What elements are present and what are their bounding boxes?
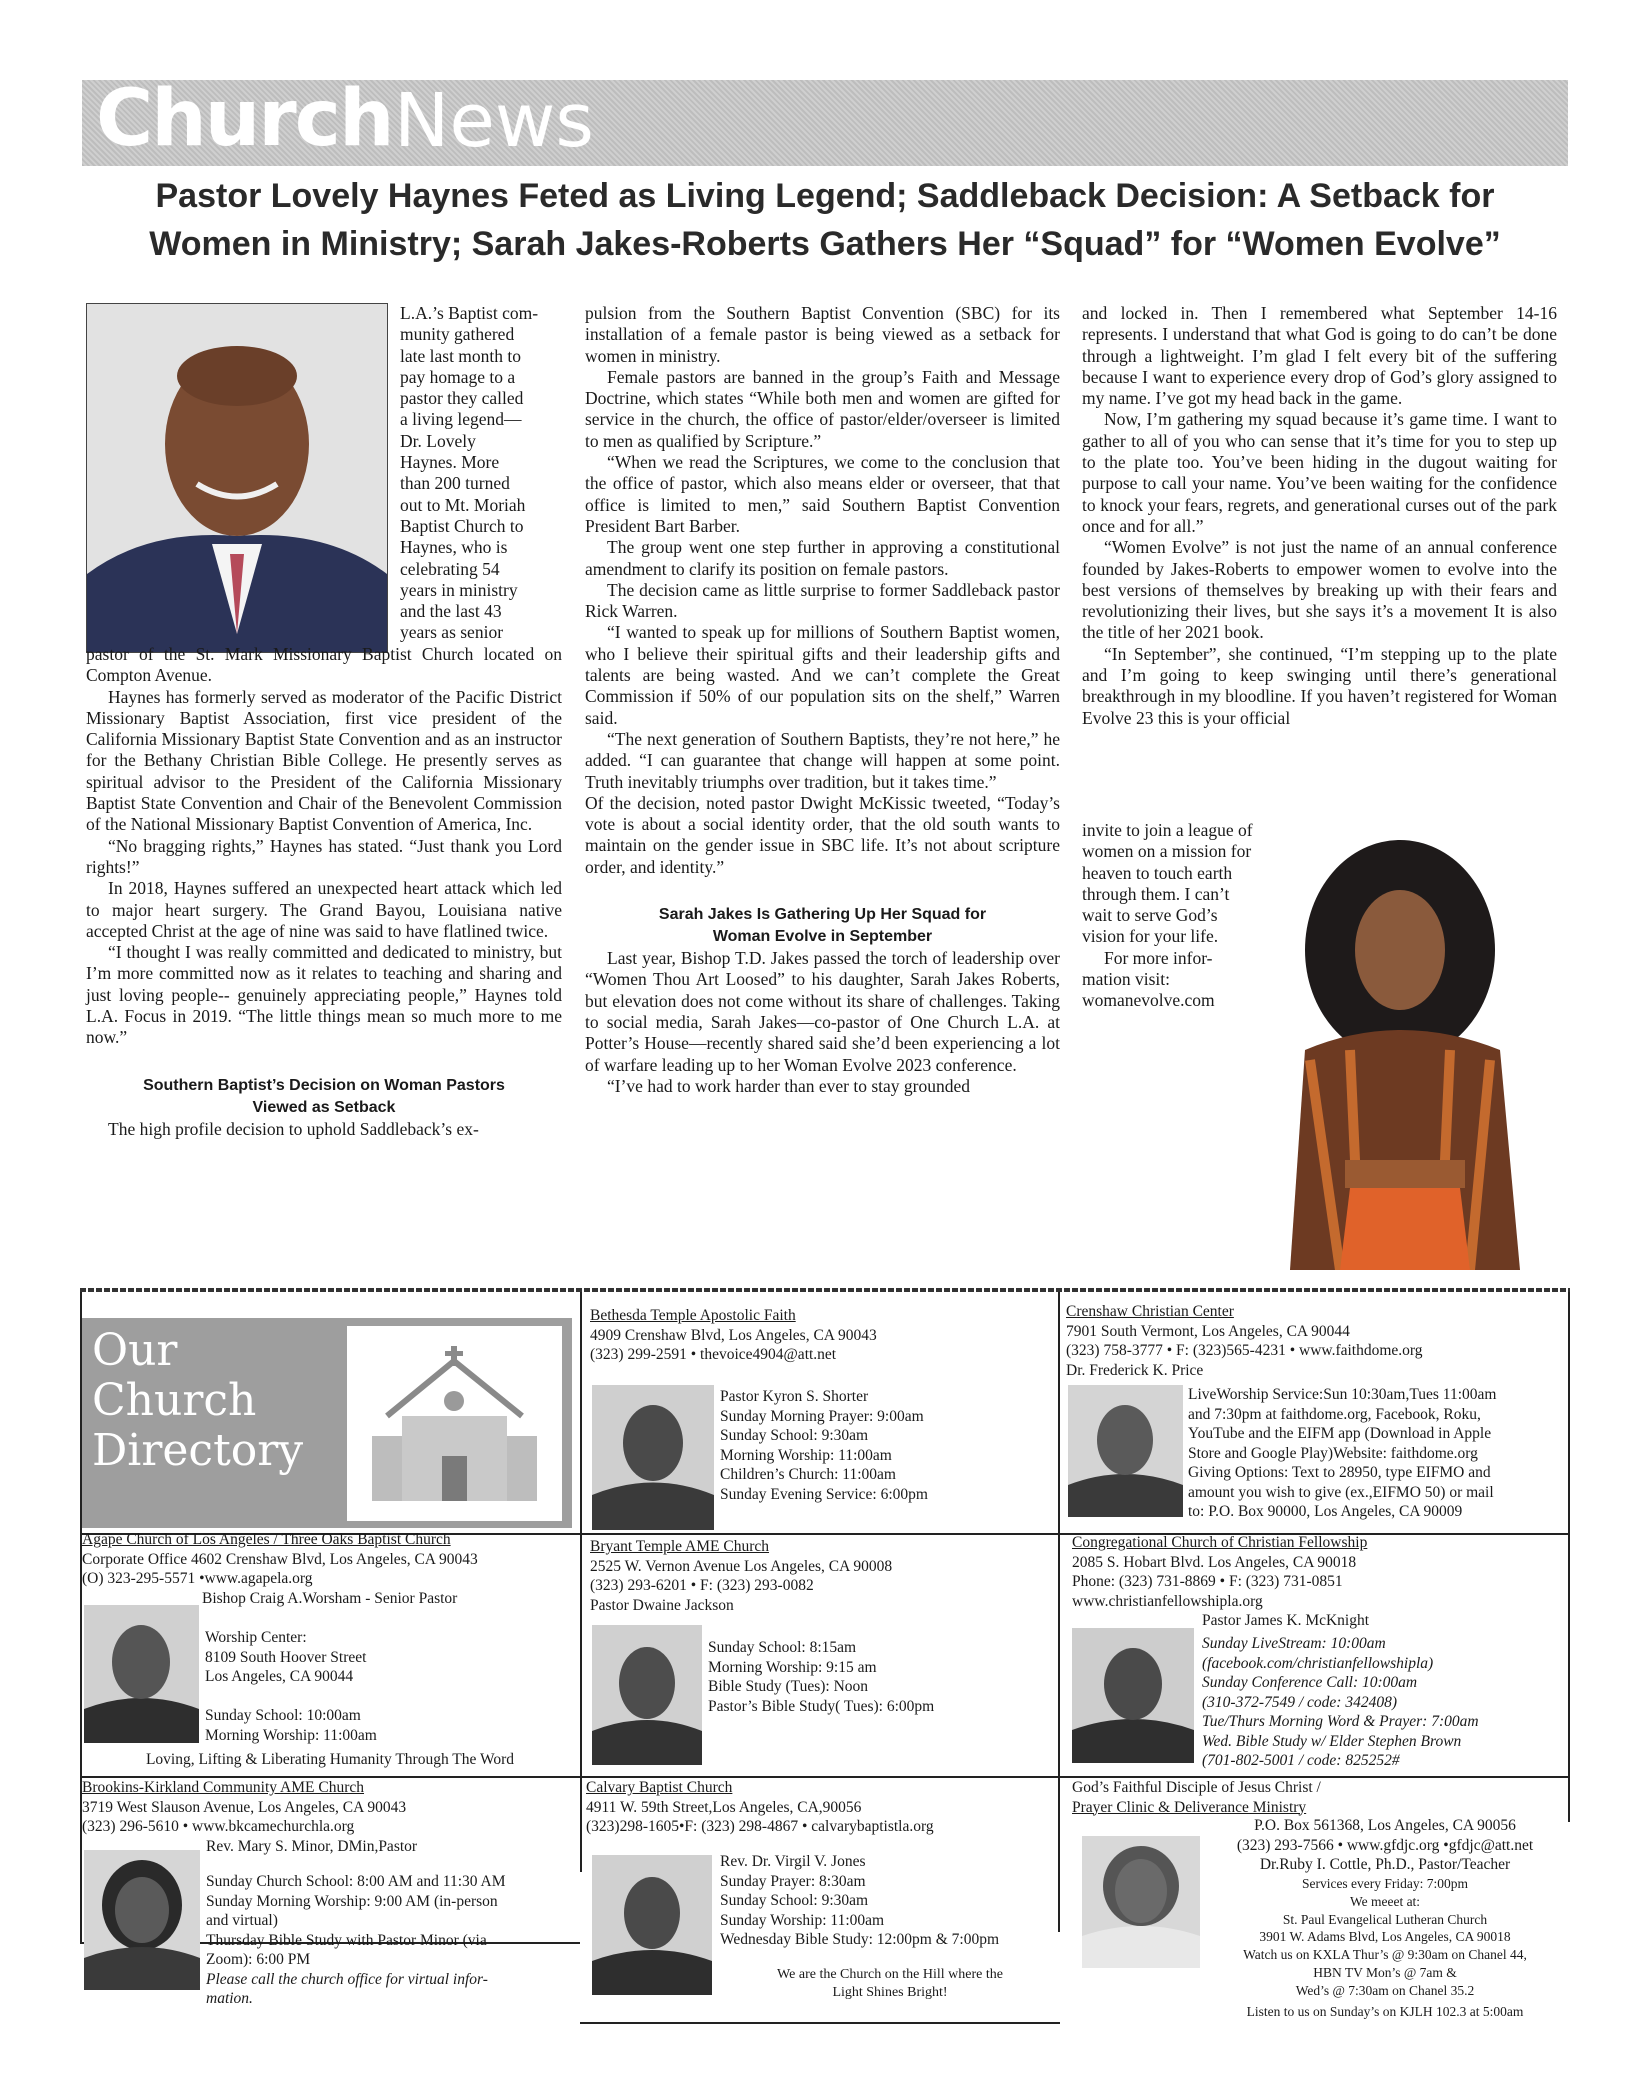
- paragraph: Female pastors are banned in the group’s Faith and Message Doctrine, which states “While both men and women are gifted for service in the church, the office of pastor/elder/overseer is limited to men as qualified by Scripture.”: [585, 366, 1060, 451]
- paragraph: “I thought I was really committed and dedicated to ministry, but I’m more committed now as it relates to teaching and sharing and just loving people-- genuinely appreciating people,” Haynes told L.A. Focus in 2019. “The little things mean so much more to me now.”: [86, 942, 562, 1048]
- subheading-line: Sarah Jakes Is Gathering Up Her Squad for: [658, 906, 987, 924]
- more-info: For more infor-: [1104, 947, 1213, 968]
- wrap-line: heaven to touch earth: [1082, 862, 1233, 883]
- paragraph: Now, I’m gathering my squad because it’s game time. I want to gather to all of you who can sense that it’s time for you to step up to the plate too. You’ve been hiding in the dugout waiting for purpose to call your name. You’ve been waiting for the confidence to knock your fears, regrets, and generational curses out of the park once and for all.”: [1082, 409, 1557, 536]
- woman-portrait-icon: [1250, 830, 1560, 1270]
- directory-top-rule: [80, 1288, 1570, 1292]
- paragraph: The high profile decision to uphold Saddleback’s ex-: [108, 1118, 479, 1139]
- paragraph: Haynes has formerly served as moderator of the Pacific District Missionary Baptist Association, first vice president of the California Missionary Baptist State Convention and as an instructor for the Bethany Christian Bible College. He presently serves as spiritual advisor to the President of the California Missionary Baptist State Convention and Chair of the Benevolent Commission of the National Missionary Baptist Convention of America, Inc.: [86, 686, 562, 835]
- church-pastor: Bishop Craig A.Worsham - Senior Pastor: [202, 1589, 458, 1607]
- column-2-body: [585, 303, 1060, 1097]
- person-portrait-icon: [592, 1625, 702, 1765]
- church-phone: (323) 293-6201 • F: (323) 293-0082: [590, 1577, 814, 1594]
- church-phone: (O) 323-295-5571 •www.agapela.org: [82, 1570, 313, 1587]
- mcknight-photo: [1072, 1628, 1194, 1763]
- directory-title-box: [82, 1318, 572, 1528]
- paragraph: The decision came as little surprise to former Saddleback pastor Rick Warren.: [585, 579, 1060, 622]
- masthead-news: News: [394, 78, 594, 164]
- more-info: mation visit:: [1082, 969, 1170, 990]
- jones-photo: [592, 1855, 712, 1995]
- church-building-icon: [347, 1326, 562, 1521]
- shorter-photo: [592, 1385, 714, 1530]
- detail-line: (323) 293-7566 • www.gfdjc.org •gfdjc@att.net: [1236, 1836, 1534, 1854]
- masthead-banner: [82, 74, 1568, 166]
- schedule-line: Sunday LiveStream: 10:00am: [1202, 1635, 1386, 1652]
- jackson-photo: [592, 1625, 702, 1765]
- paragraph: and locked in. Then I remembered what September 14-16 represents. I understand that what God is going to do can’t be done through a lightweight. I’m glad I felt every bit of the suffering because I want to experience every drop of God’s glory assigned to my name. I’ve got my head back in the game.: [1082, 303, 1557, 409]
- schedule-line: Morning Worship: 9:15 am: [708, 1658, 877, 1676]
- listing-bryant: [590, 1537, 1050, 1615]
- gods-faithful-radio: Listen to us on Sunday’s on KJLH 102.3 at 5:00am: [1246, 2004, 1524, 2019]
- detail-line: We meeet at:: [1349, 1893, 1421, 1909]
- schedule-line: Sunday School: 9:30am: [720, 1427, 869, 1444]
- wrap-line: Baptist Church to: [400, 515, 524, 536]
- schedule-line: Pastor Kyron S. Shorter: [720, 1388, 869, 1405]
- wrap-line: wait to serve God’s: [1082, 905, 1218, 926]
- listing-calvary: [586, 1778, 1056, 1837]
- schedule-line: Worship Center:: [205, 1629, 307, 1646]
- schedule-line: Sunday Morning Worship: 9:00 AM (in-person: [206, 1892, 498, 1910]
- paragraph: In 2018, Haynes suffered an unexpected heart attack which led to major heart surgery. The Grand Bayou, Louisiana native accepted Christ at the age of nine was said to have flatlined twice.: [86, 878, 562, 941]
- schedule-line: Morning Worship: 11:00am: [720, 1446, 892, 1464]
- schedule-line: Sunday Conference Call: 10:00am: [1202, 1674, 1418, 1691]
- paragraph: “When we read the Scriptures, we come to the conclusion that the office of pastor, which also means elder or overseer, that that office is limited to men,” said Southern Baptist Convention President Bart Barber.: [585, 452, 1060, 536]
- schedule-line: Wed. Bible Study w/ Elder Stephen Brown: [1202, 1732, 1462, 1750]
- crenshaw-schedule: [1188, 1385, 1568, 1522]
- church-name: Prayer Clinic & Deliverance Ministry: [1072, 1798, 1307, 1816]
- person-portrait-icon: [1068, 1385, 1183, 1517]
- detail-line: Wed’s @ 7:30am on Chanel 35.2: [1295, 1982, 1475, 1998]
- gods-faithful-details: [1200, 1816, 1570, 1875]
- schedule-line: Sunday Church School: 8:00 AM and 11:30 AM: [206, 1873, 506, 1890]
- detail-line: Watch us on KXLA Thur’s @ 9:30am on Chanel 44,: [1243, 1947, 1527, 1963]
- wrap-line: Dr. Lovely: [400, 430, 476, 451]
- schedule-line: (701-802-5001 / code: 825252#: [1202, 1752, 1400, 1769]
- haynes-photo: [86, 303, 388, 653]
- schedule-line: and 7:30pm at faithdome.org, Facebook, Roku,: [1188, 1405, 1481, 1423]
- church-name: Brookins-Kirkland Community AME Church: [82, 1779, 365, 1796]
- detail-line: HBN TV Mon’s @ 7am &: [1313, 1964, 1457, 1980]
- church-name: Agape Church of Los Angeles / Three Oaks Baptist Church: [82, 1531, 451, 1548]
- detail-line: Services every Friday: 7:00pm: [1301, 1876, 1469, 1891]
- column-1-body: [86, 644, 562, 1140]
- schedule-line: amount you wish to give (ex.,EIFMO 50) or mail: [1188, 1483, 1494, 1501]
- paragraph: “I’ve had to work harder than ever to stay grounded: [607, 1075, 970, 1096]
- schedule-line: Sunday School: 9:30am: [720, 1892, 869, 1909]
- worsham-photo: [84, 1605, 199, 1743]
- schedule-line: Sunday School: 8:15am: [708, 1639, 857, 1656]
- detail-line: 3901 W. Adams Blvd, Los Angeles, CA 90018: [1259, 1929, 1511, 1945]
- headline-line-2: Women in Ministry; Sarah Jakes-Roberts Gathers Her “Squad” for “Women Evolve”: [149, 225, 1501, 263]
- wrap-line: years as senior: [400, 622, 504, 643]
- subheading-line: Viewed as Setback: [252, 1098, 396, 1116]
- person-portrait-icon: [1072, 1628, 1194, 1763]
- person-portrait-icon: [84, 1850, 200, 1990]
- paragraph: The group went one step further in approving a constitutional amendment to clarify its position on female pastors.: [585, 537, 1060, 579]
- schedule-line: Sunday Morning Prayer: 9:00am: [720, 1407, 924, 1425]
- schedule-line: Thursday Bible Study with Pastor Minor (via: [206, 1931, 487, 1949]
- schedule-line: Tue/Thurs Morning Word & Prayer: 7:00am: [1202, 1713, 1479, 1730]
- church-phone: (323)298-1605•F: (323) 298-4867 • calvarybaptistla.org: [586, 1818, 934, 1835]
- wrap-line: out to Mt. Moriah: [400, 494, 526, 515]
- more-info-link: womanevolve.com: [1082, 990, 1215, 1011]
- church-name: Bryant Temple AME Church: [590, 1538, 770, 1555]
- directory-title: [92, 1326, 303, 1476]
- schedule-line: Morning Worship: 11:00am: [205, 1726, 377, 1744]
- church-address: 2525 W. Vernon Avenue Los Angeles, CA 90008: [590, 1557, 893, 1575]
- directory-bottom-rule: [580, 2022, 1060, 2024]
- masthead-church: Church: [96, 74, 393, 164]
- subheading-line: Woman Evolve in September: [712, 928, 933, 946]
- church-address: Corporate Office 4602 Crenshaw Blvd, Los Angeles, CA 90043: [82, 1550, 478, 1568]
- directory-right-rule: [1568, 1292, 1570, 1822]
- schedule-line: Pastor’s Bible Study( Tues): 6:00pm: [708, 1697, 935, 1715]
- listing-brookins: [82, 1778, 578, 1856]
- congregational-schedule: [1202, 1634, 1567, 1771]
- wrap-line: women on a mission for: [1082, 841, 1252, 862]
- paragraph: pastor of the St. Mark Missionary Baptist Church located on Compton Avenue.: [86, 644, 562, 686]
- wrap-line: than 200 turned: [400, 473, 510, 494]
- schedule-line: 8109 South Hoover Street: [205, 1648, 367, 1666]
- wrap-line: through them. I can’t: [1082, 883, 1230, 904]
- schedule-line: [205, 1687, 575, 1707]
- paragraph: “I wanted to speak up for millions of Southern Baptist women, who I believe their spiritual gifts and their leadership gifts and talents are being wasted. And we can’t complete the Great Commission if 50% of our population sits on the shelf,” Warren said.: [585, 622, 1060, 728]
- brookins-schedule: [206, 1872, 578, 2009]
- page-headline: [120, 172, 1530, 268]
- paragraph: Of the decision, noted pastor Dwight McKissic tweeted, “Today’s vote is about a social identity order, that the old south wants to maintain on the gender issue in SBC life. It’s not about scripture order, and identity.”: [585, 792, 1060, 877]
- wrap-line: pay homage to a: [400, 366, 516, 387]
- note-line: mation.: [206, 1990, 253, 2007]
- column-1-wrap: [400, 303, 562, 644]
- church-address: 2085 S. Hobart Blvd. Los Angeles, CA 90018: [1072, 1553, 1357, 1571]
- church-pastor: Pastor James K. McKnight: [1202, 1612, 1370, 1629]
- subheading: [86, 1075, 562, 1119]
- church-name: Congregational Church of Christian Fellowship: [1072, 1534, 1368, 1551]
- schedule-line: Children’s Church: 11:00am: [720, 1466, 896, 1483]
- schedule-line: Zoom): 6:00 PM: [206, 1951, 311, 1968]
- bryant-schedule: [708, 1638, 1053, 1716]
- directory-col-rule-1: [580, 1292, 582, 1872]
- person-portrait-icon: [87, 304, 387, 652]
- paragraph: “No bragging rights,” Haynes has stated. “Just thank you Lord rights!”: [86, 835, 562, 877]
- schedule-line: Giving Options: Text to 28950, type EIFMO and: [1188, 1464, 1491, 1481]
- cottle-photo: [1082, 1836, 1200, 1968]
- schedule-line: Sunday Worship: 11:00am: [720, 1911, 885, 1929]
- paragraph: “Women Evolve” is not just the name of an annual conference founded by Jakes-Roberts to empower women to evolve into the best versions of themselves by breaking up with their fears and revolutionizing their lives, but she says it’s a movement It is also the title of her 2021 book.: [1082, 537, 1557, 643]
- paragraph: pulsion from the Southern Baptist Convention (SBC) for its installation of a female pastor is being viewed as a setback for women in ministry.: [585, 303, 1060, 366]
- church-phone: (323) 758-3777 • F: (323)565-4231 • www.faithdome.org: [1066, 1342, 1423, 1359]
- wrap-line: munity gathered: [400, 324, 515, 345]
- schedule-line: Los Angeles, CA 90044: [205, 1668, 354, 1685]
- person-portrait-icon: [592, 1385, 714, 1530]
- column-3-body: [1082, 303, 1557, 729]
- wrap-line: Haynes, who is: [400, 537, 508, 558]
- bethesda-schedule: [720, 1387, 1050, 1504]
- church-address: 7901 South Vermont, Los Angeles, CA 90044: [1066, 1322, 1350, 1340]
- church-pastor: Rev. Mary S. Minor, DMin,Pastor: [206, 1837, 418, 1855]
- directory-title-line: Directory: [92, 1425, 304, 1476]
- detail-line: St. Paul Evangelical Lutheran Church: [1282, 1911, 1488, 1927]
- detail-line: P.O. Box 561368, Los Angeles, CA 90056: [1254, 1817, 1516, 1834]
- person-portrait-icon: [84, 1605, 199, 1743]
- schedule-line: (310-372-7549 / code: 342408): [1202, 1693, 1397, 1711]
- wrap-line: L.A.’s Baptist com-: [400, 303, 539, 323]
- church-address: 4911 W. 59th Street,Los Angeles, CA,90056: [586, 1798, 862, 1816]
- calvary-schedule: [720, 1852, 1060, 1950]
- schedule-line: Sunday School: 10:00am: [205, 1707, 361, 1724]
- church-phone: Phone: (323) 731-8869 • F: (323) 731-0851: [1072, 1573, 1343, 1590]
- wrap-line: vision for your life.: [1082, 926, 1219, 947]
- church-phone: (323) 296-5610 • www.bkcamechurchla.org: [82, 1818, 355, 1835]
- agape-tagline: Loving, Lifting & Liberating Humanity Through The Word: [145, 1751, 515, 1768]
- directory-title-line: Our: [92, 1325, 178, 1376]
- schedule-line: to: P.O. Box 90000, Los Angeles, CA 90009: [1188, 1503, 1463, 1520]
- church-pastor: Pastor Dwaine Jackson: [590, 1596, 734, 1614]
- listing-gods-faithful: [1072, 1778, 1566, 1817]
- note-line: Please call the church office for virtual infor-: [206, 1970, 488, 1988]
- church-phone: (323) 299-2591 • thevoice4904@att.net: [590, 1346, 837, 1363]
- paragraph: “The next generation of Southern Baptists, they’re not here,” he added. “I can guarantee that change will happen at some point. Truth inevitably triumphs over tradition, but it takes time.”: [585, 728, 1060, 792]
- schedule-line: Rev. Dr. Virgil V. Jones: [720, 1853, 866, 1870]
- subheading: [585, 904, 1060, 948]
- schedule-line: YouTube and the EIFM app (Download in Apple: [1188, 1425, 1492, 1442]
- jakes-photo: [1250, 830, 1560, 1270]
- church-website: www.christianfellowshipla.org: [1072, 1592, 1263, 1610]
- church-name: Bethesda Temple Apostolic Faith: [590, 1307, 796, 1324]
- church-name: Calvary Baptist Church: [586, 1779, 733, 1796]
- listing-congregational: [1072, 1533, 1566, 1631]
- price-photo: [1068, 1385, 1183, 1517]
- schedule-line: Wednesday Bible Study: 12:00pm & 7:00pm: [720, 1931, 1000, 1948]
- schedule-line: Store and Google Play)Website: faithdome.org: [1188, 1444, 1478, 1462]
- paragraph: Last year, Bishop T.D. Jakes passed the torch of leadership over “Women Thou Art Loosed” to his daughter, Sarah Jakes Roberts, but elevation does not come without its share of challenges. Taking to social media, Sarah Jakes—co-pastor of One Church L.A. at Potter’s House—recently shared said she’d been experiencing a lot of warfare leading up to her Woman Evolve 2023 conference.: [585, 948, 1060, 1075]
- tagline-line: Light Shines Bright!: [832, 1985, 948, 2000]
- minor-photo: [84, 1850, 200, 1990]
- agape-schedule: [205, 1628, 575, 1745]
- wrap-line: Haynes. More: [400, 452, 500, 473]
- headline-line-1: Pastor Lovely Haynes Feted as Living Legend; Saddleback Decision: A Setback for: [155, 177, 1495, 215]
- wrap-line: late last month to: [400, 345, 522, 366]
- wrap-line: pastor they called: [400, 388, 524, 409]
- church-pastor: Dr. Frederick K. Price: [1066, 1361, 1204, 1379]
- detail-line: Dr.Ruby I. Cottle, Ph.D., Pastor/Teacher: [1259, 1856, 1511, 1873]
- schedule-line: Sunday Prayer: 8:30am: [720, 1872, 866, 1890]
- schedule-line: and virtual): [206, 1912, 278, 1929]
- wrap-line: and the last 43: [400, 601, 502, 622]
- calvary-tagline: [720, 1966, 1060, 2002]
- schedule-line: (facebook.com/christianfellowshipla): [1202, 1654, 1434, 1672]
- wrap-line: invite to join a league of: [1082, 820, 1253, 840]
- person-portrait-icon: [1082, 1836, 1200, 1968]
- church-address: 4909 Crenshaw Blvd, Los Angeles, CA 90043: [590, 1326, 877, 1344]
- listing-crenshaw: [1066, 1302, 1566, 1380]
- directory-title-line: Church: [92, 1375, 257, 1426]
- paragraph: “In September”, she continued, “I’m stepping up to the plate and I’m going to keep swinging until there’s generational breakthrough in my bloodline. If you haven’t registered for Woman Evolve 23 this is your official: [1082, 643, 1557, 728]
- church-name: Crenshaw Christian Center: [1066, 1303, 1234, 1320]
- schedule-line: Bible Study (Tues): Noon: [708, 1678, 869, 1695]
- listing-agape: [82, 1530, 578, 1608]
- subheading-line: Southern Baptist’s Decision on Woman Pastors: [143, 1076, 505, 1094]
- listing-bethesda: [590, 1306, 1050, 1365]
- church-address: 3719 West Slauson Avenue, Los Angeles, CA 90043: [82, 1798, 407, 1816]
- wrap-line: celebrating 54: [400, 558, 500, 579]
- wrap-line: a living legend—: [400, 409, 522, 430]
- church-name: God’s Faithful Disciple of Jesus Christ /: [1072, 1779, 1321, 1796]
- gods-faithful-schedule: [1200, 1875, 1570, 2000]
- schedule-line: Sunday Evening Service: 6:00pm: [720, 1485, 928, 1503]
- directory-col-rule-2: [1058, 1292, 1060, 1932]
- schedule-line: LiveWorship Service:Sun 10:30am,Tues 11:00am: [1188, 1386, 1497, 1403]
- person-portrait-icon: [592, 1855, 712, 1995]
- tagline-line: We are the Church on the Hill where the: [777, 1967, 1003, 1982]
- wrap-line: years in ministry: [400, 579, 518, 600]
